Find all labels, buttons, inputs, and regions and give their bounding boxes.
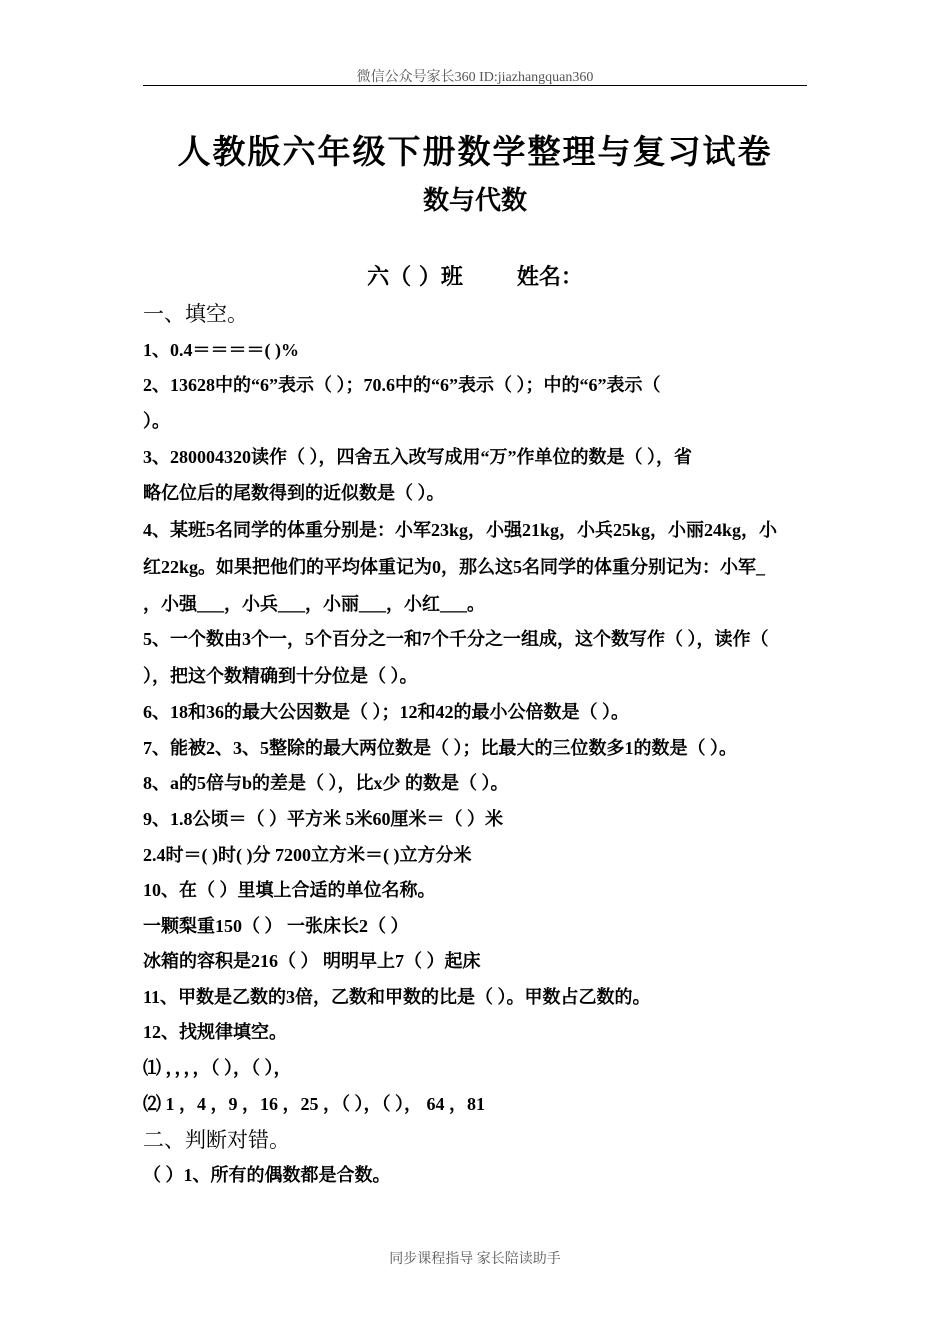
student-info [0,260,950,291]
question-12: 12、找规律填空。 [143,1022,287,1042]
question-1: 1、0.4＝＝＝＝( )% [143,340,299,360]
question-2-line-2: ）。 [143,411,170,431]
section-true-false: 二、判断对错。 [143,1128,290,1152]
question-5-line-2: ），把这个数精确到十分位是（ ）。 [143,666,418,686]
question-3-line-2: 略亿位后的尾数得到的近似数是（ ）。 [143,483,445,503]
question-12-line-1: ⑴ ，，，，（ ），（ ）， [143,1058,292,1078]
question-9-line-1: 9、1.8公顷＝（ ）平方米 5米60厘米＝（ ）米 [143,809,503,829]
page-footer: 同步课程指导 家长陪读助手 [389,1252,561,1267]
question-10-line-1: 一颗梨重150（ ） 一张床长2（ ） [143,916,409,936]
question-7: 7、能被2、3、5整除的最大两位数是（ ）；比最大的三位数多1的数是（ ）。 [143,738,737,758]
question-12-line-2: ⑵ 1 ，4 ，9 ，16 ，25 ，（ ），（ ）， 64 ，81 [143,1094,485,1114]
header-divider [143,85,807,86]
exam-subtitle: 数与代数 [422,186,527,216]
question-9-line-2: 2.4时＝( )时( )分 7200立方米＝( )立方分米 [143,845,472,865]
question-10: 10、在（ ）里填上合适的单位名称。 [143,880,436,900]
question-5-line-1: 5、一个数由3个一，5个百分之一和7个千分之一组成，这个数写作（ ），读作（ [143,629,769,649]
judgment-1: （ ）1、所有的偶数都是合数。 [143,1165,391,1185]
question-4-line-2: 红22kg。如果把他们的平均体重记为0，那么这5名同学的体重分别记为：小军_ [143,557,766,577]
question-2-line-1: 2、13628中的“6”表示（ ）；70.6中的“6”表示（ ）；中的“6”表示（ [143,375,661,395]
question-8: 8、a的5倍与b的差是（ ），比x少 的数是（ ）。 [143,773,509,793]
class-label: 六（ ）班 [367,265,463,290]
question-4-line-3: ，小强___，小兵___，小丽___，小红___。 [143,594,485,614]
question-6: 6、18和36的最大公因数是（ ）；12和42的最小公倍数是（ ）。 [143,702,629,722]
question-10-line-2: 冰箱的容积是216（ ） 明明早上7（ ）起床 [143,951,481,971]
question-4-line-1: 4、某班5名同学的体重分别是：小军23kg，小强21kg，小兵25kg，小丽24kg，小 [143,520,778,540]
page-header: 微信公众号家长360 ID:jiazhangquan360 [356,70,594,85]
name-label: 姓名： [516,265,583,290]
section-fill-blank: 一、填空。 [143,302,248,326]
question-3-line-1: 3、280004320读作（ ），四舍五入改写成用“万”作单位的数是（ ），省 [143,447,692,467]
exam-title: 人教版六年级下册数学整理与复习试卷 [177,132,773,171]
question-11: 11、甲数是乙数的3倍，乙数和甲数的比是（ ）。甲数占乙数的。 [143,987,651,1007]
